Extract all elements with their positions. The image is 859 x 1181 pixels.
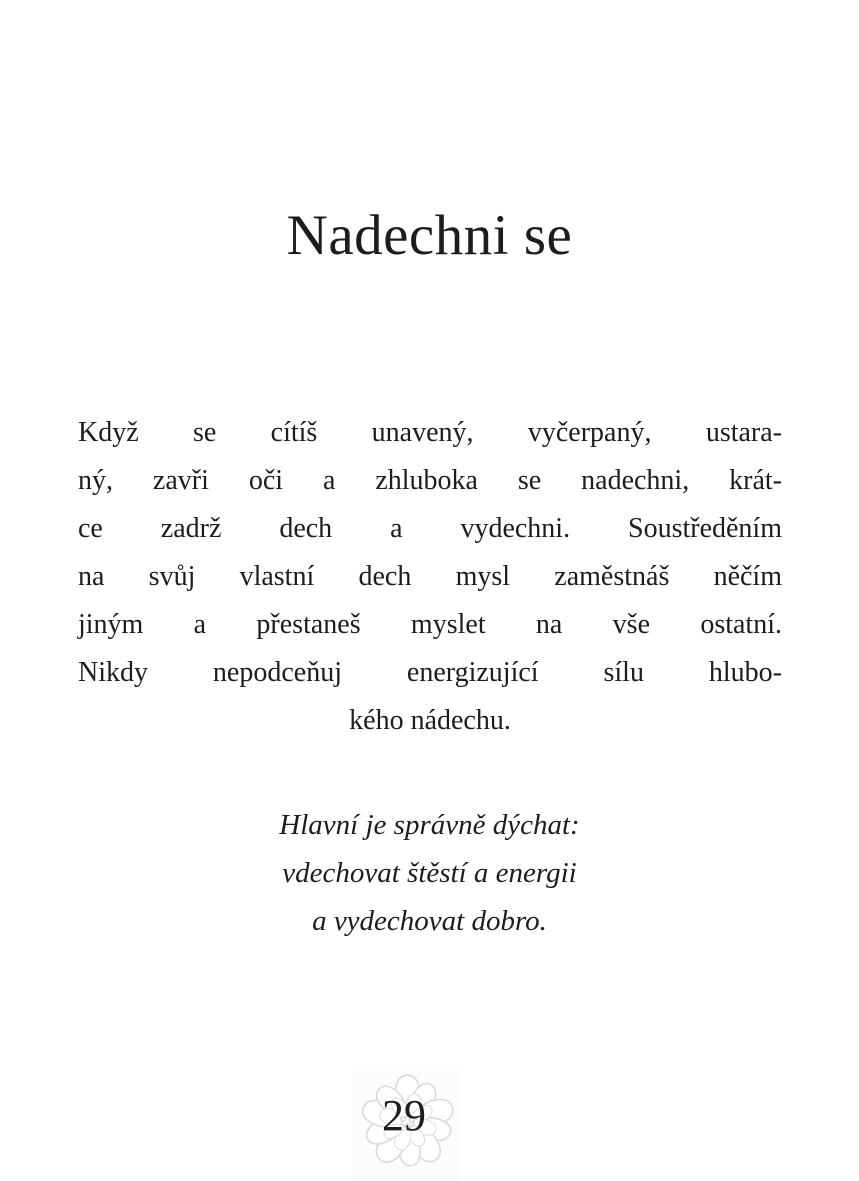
paragraph-line: na svůj vlastní dech mysl zaměstnáš něčím [78,561,782,592]
paragraph-line: ce zadrž dech a vydechni. Soustředěním [78,513,782,544]
paragraph-line: kého nádechu. [349,705,511,736]
paragraph-line: ný, zavři oči a zhluboka se nadechni, krát- [78,465,782,496]
quote-line: a vydechovat dobro. [312,905,547,937]
paragraph-line: jiným a přestaneš myslet na vše ostatní. [78,609,782,640]
quote-line: Hlavní je správně dýchat: [279,809,580,841]
chapter-title: Nadechni se [286,204,573,268]
paragraph-line: Když se cítíš unavený, vyčerpaný, ustara- [78,417,782,448]
paragraph-line: Nikdy nepodceňuj energizující sílu hlubo- [78,657,782,688]
body-paragraph [78,409,782,745]
page-number: 29 [382,1091,426,1140]
quote [0,801,859,945]
quote-line: vdechovat štěstí a energii [282,857,577,889]
